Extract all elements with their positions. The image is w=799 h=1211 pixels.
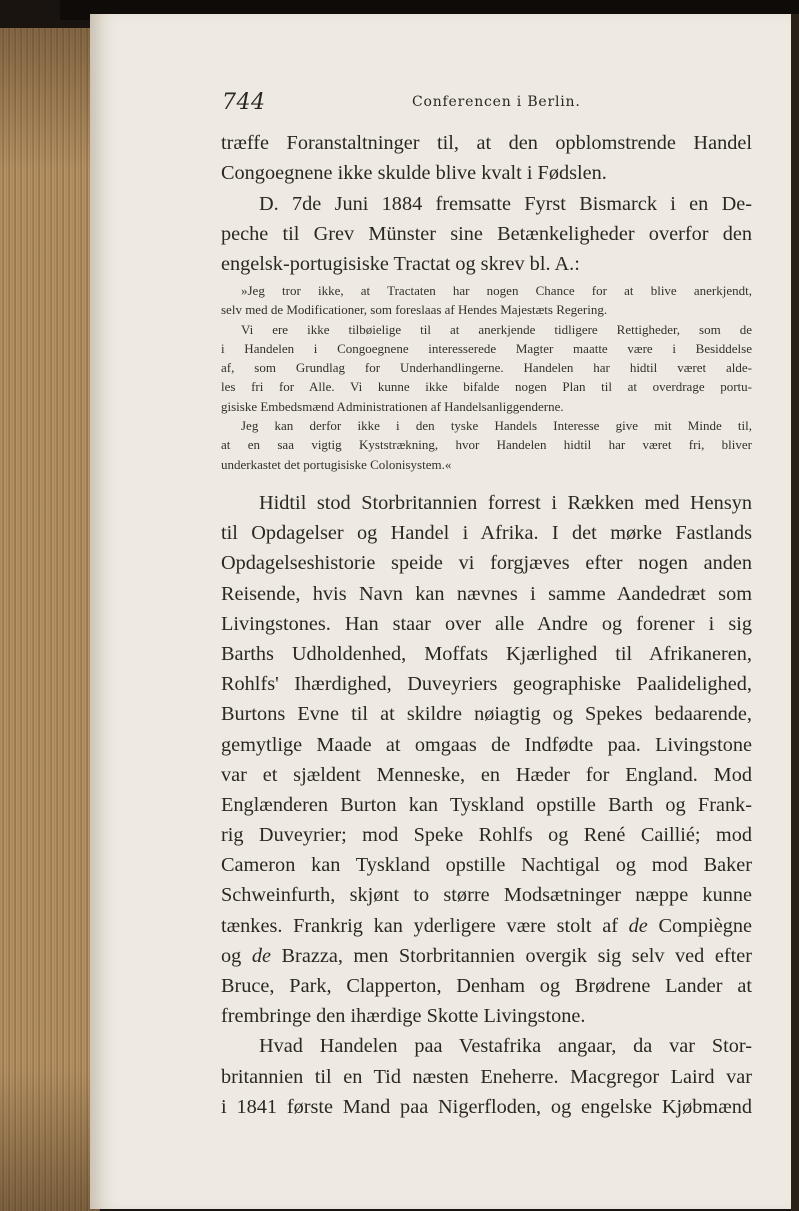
text-line: Rohlfs' Ihærdighed, Duveyriers geographiske Paalidelighed, (221, 673, 752, 696)
page-number: 744 (222, 90, 266, 115)
text-line: Hidtil stod Storbritannien forrest i Rækken med Hensyn (259, 492, 752, 514)
text-line: til Opdagelser og Handel i Afrika. I det mørke Fastlands (221, 522, 752, 545)
quote-line: selv med de Modificationer, som foreslaas af Hendes Majestæts Regering. (221, 302, 608, 318)
text-line-with-italic (221, 911, 752, 941)
text-line: Cameron kan Tyskland opstille Nachtigal og mod Baker (221, 854, 752, 877)
text-line: frembringe den ihærdige Skotte Livingstone. (221, 1005, 586, 1028)
text-line: Hvad Handelen paa Vestafrika angaar, da var Stor- (259, 1035, 752, 1058)
text-fragment: Compiègne (658, 914, 752, 937)
text-line: Opdagelseshistorie speide vi forgjæves efter nogen anden (221, 552, 752, 575)
quote-line: »Jeg tror ikke, at Tractaten har nogen Chance for at blive anerkjendt, (241, 283, 752, 298)
text-fragment: tænkes. Frankrig kan yderligere være stolt af (221, 914, 618, 937)
body-paragraph-1 (221, 128, 752, 279)
body-paragraph-2 (221, 488, 752, 1122)
running-title: Conferencen i Berlin. (412, 94, 581, 110)
text-line: peche til Grev Münster sine Betænkeligheder overfor den (221, 222, 752, 245)
quote-line: Vi ere ikke tilbøielige til at anerkjende tidligere Rettigheder, som de (241, 321, 752, 337)
bismarck-quote (221, 281, 752, 474)
text-line: Barths Udholdenhed, Moffats Kjærlighed til Afrikaneren, (221, 642, 752, 665)
text-line: rig Duveyrier; mod Speke Rohlfs og René Caillié; mod (221, 824, 752, 847)
quote-line: i Handelen i Congoegnene interesserede Magter maatte være i Besiddelse (221, 340, 752, 356)
text-line: Englænderen Burton kan Tyskland opstille Barth og Frank- (221, 793, 752, 816)
text-line: gemytlige Maade at omgaas de Indfødte paa. Livingstone (221, 733, 752, 756)
italic-particle: de (628, 914, 648, 937)
book-page-edges (0, 28, 100, 1211)
running-head (222, 90, 752, 120)
quote-line: af, som Grundlag for Underhandlingerne. Handelen har hidtil været alde- (221, 360, 752, 376)
text-line: Congoegnene ikke skulde blive kvalt i Fødslen. (221, 162, 607, 185)
italic-particle: de (251, 944, 271, 967)
text-line: træffe Foranstaltninger til, at den opblomstrende Handel (221, 132, 752, 154)
text-line: britannien til en Tid næsten Eneherre. Macgregor Laird var (221, 1065, 752, 1088)
text-line: D. 7de Juni 1884 fremsatte Fyrst Bismarck i en De- (259, 192, 752, 215)
quote-line: les fri for Alle. Vi kunne ikke bifalde nogen Plan til at overdrage portu- (221, 379, 752, 395)
text-fragment: Brazza, men Storbritannien overgik sig selv ved efter (281, 944, 752, 967)
quote-line: gisiske Embedsmænd Administrationen af Handelsanliggenderne. (221, 398, 564, 414)
text-line: i 1841 første Mand paa Nigerfloden, og engelske Kjøbmænd (221, 1095, 752, 1118)
quote-line: at en saa vigtig Kyststrækning, hvor Handelen hidtil har været fri, bliver (221, 437, 752, 453)
right-edge-shadow (791, 14, 799, 1211)
text-line: engelsk-portugisiske Tractat og skrev bl. A.: (221, 253, 580, 276)
quote-line: Jeg kan derfor ikke i den tyske Handels Interesse give mit Minde til, (241, 418, 752, 434)
text-line-with-italic (221, 941, 752, 971)
text-line: Livingstones. Han staar over alle Andre og forener i sig (221, 612, 752, 635)
quote-line: underkastet det portugisiske Colonisystem.« (221, 456, 452, 472)
text-line: Schweinfurth, skjønt to større Modsætninger næppe kunne (221, 884, 752, 907)
text-line: var et sjældent Menneske, en Hæder for England. Mod (221, 763, 752, 786)
text-line: Bruce, Park, Clapperton, Denham og Brødrene Lander at (221, 975, 752, 997)
text-line: Burtons Evne til at skildre nøiagtig og Spekes bedaarende, (221, 703, 752, 726)
text-fragment: og (221, 944, 242, 967)
text-line: Reisende, hvis Navn kan nævnes i samme Aandedræt som (221, 582, 752, 605)
